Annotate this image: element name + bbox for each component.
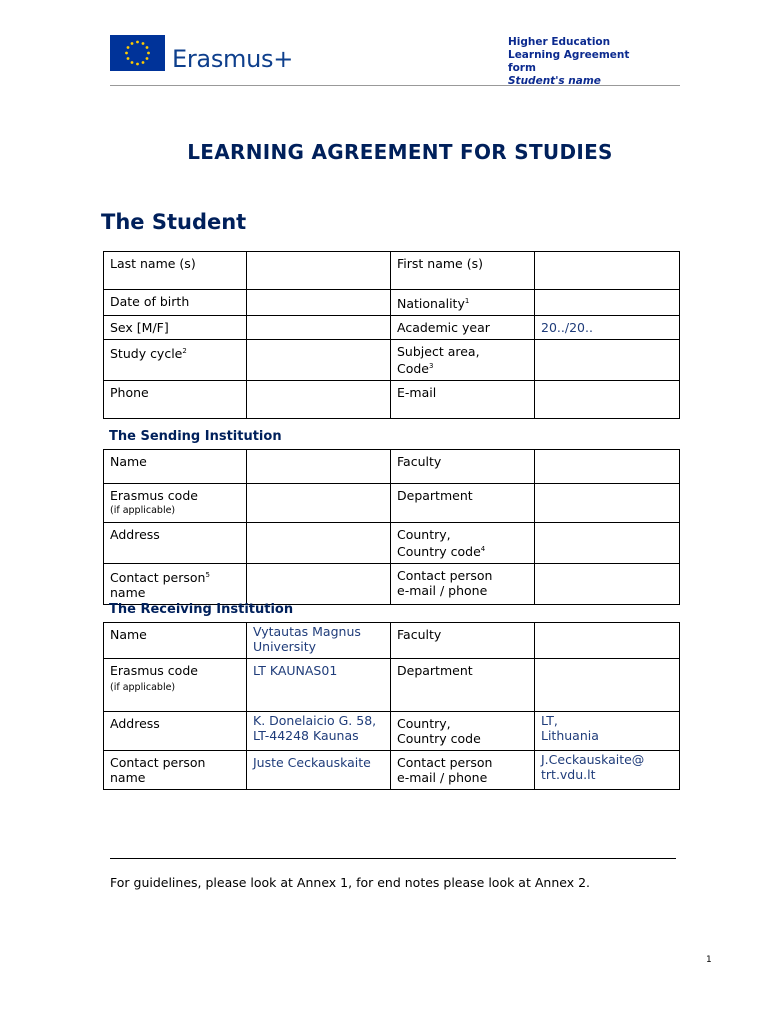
field-first-name[interactable] <box>535 252 680 290</box>
label-nationality <box>391 290 535 316</box>
field-department[interactable] <box>535 484 680 523</box>
table-row <box>104 623 680 659</box>
table-row <box>104 659 680 712</box>
table-row <box>104 712 680 751</box>
label-department: Department <box>391 659 535 712</box>
label-address: Address <box>104 712 247 751</box>
label-contact-email-phone <box>391 751 535 790</box>
value-text: trt.vdu.lt <box>541 767 596 782</box>
field-contact-email-phone[interactable] <box>535 751 680 790</box>
sending-institution-table <box>103 449 680 605</box>
field-nationality[interactable] <box>535 290 680 316</box>
label-date-of-birth: Date of birth <box>104 290 247 316</box>
receiving-institution-heading: The Receiving Institution <box>109 602 294 617</box>
label-text: Contact person <box>110 755 206 770</box>
footnote-mark: 2 <box>182 347 187 356</box>
table-row <box>104 450 680 484</box>
table-row <box>104 523 680 564</box>
field-name[interactable] <box>247 450 391 484</box>
table-row <box>104 564 680 605</box>
footnote-divider <box>110 858 676 859</box>
field-sex[interactable] <box>247 316 391 340</box>
label-contact-person-name <box>104 751 247 790</box>
label-text: name <box>110 585 146 601</box>
label-text: e-mail / phone <box>397 770 488 785</box>
label-name: Name <box>104 623 247 659</box>
label-email: E-mail <box>391 381 535 419</box>
field-contact-person-name[interactable]: Juste Ceckauskaite <box>247 751 391 790</box>
table-row <box>104 340 680 381</box>
label-text: Study cycle <box>110 346 183 362</box>
footnote-mark: 5 <box>205 571 210 580</box>
eu-stars-icon <box>110 35 165 71</box>
label-text: Nationality <box>397 296 465 312</box>
label-text: Erasmus code <box>110 488 198 503</box>
label-last-name: Last name (s) <box>104 252 247 290</box>
table-row <box>104 484 680 523</box>
label-name: Name <box>104 450 247 484</box>
field-department[interactable] <box>535 659 680 712</box>
label-text: Country code <box>397 731 481 746</box>
header-divider <box>110 85 680 86</box>
label-text: Erasmus code <box>110 663 198 678</box>
label-text: Subject area, <box>397 344 480 360</box>
field-faculty[interactable] <box>535 450 680 484</box>
label-contact-email-phone <box>391 564 535 605</box>
label-text: Code <box>397 361 430 377</box>
field-erasmus-code[interactable]: LT KAUNAS01 <box>247 659 391 712</box>
document-title: LEARNING AGREEMENT FOR STUDIES <box>187 140 613 164</box>
label-department: Department <box>391 484 535 523</box>
label-sex: Sex [M/F] <box>104 316 247 340</box>
field-name[interactable] <box>247 623 391 659</box>
label-text: Country code <box>397 544 481 560</box>
field-last-name[interactable] <box>247 252 391 290</box>
field-address[interactable] <box>247 523 391 564</box>
document-header <box>508 36 658 88</box>
label-address: Address <box>104 523 247 564</box>
label-text: Contact person <box>110 570 206 586</box>
eu-flag-logo <box>110 35 165 71</box>
field-date-of-birth[interactable] <box>247 290 391 316</box>
footnote-text: For guidelines, please look at Annex 1, for end notes please look at Annex 2. <box>110 875 591 890</box>
label-study-cycle <box>104 340 247 381</box>
label-country <box>391 712 535 751</box>
table-row <box>104 751 680 790</box>
label-text: Contact person <box>397 568 493 584</box>
label-text: name <box>110 770 146 785</box>
field-contact-person-name[interactable] <box>247 564 391 605</box>
value-text: LT-44248 Kaunas <box>253 728 359 743</box>
label-note: (if applicable) <box>110 682 176 693</box>
student-heading: The Student <box>101 210 247 234</box>
field-subject-area[interactable] <box>535 340 680 381</box>
label-text: Country, <box>397 527 451 542</box>
field-phone[interactable] <box>247 381 391 419</box>
label-subject-area <box>391 340 535 381</box>
value-text: LT, <box>541 713 558 728</box>
footnote-mark: 3 <box>429 362 434 371</box>
field-faculty[interactable] <box>535 623 680 659</box>
label-note: (if applicable) <box>110 505 176 516</box>
sending-institution-heading: The Sending Institution <box>109 429 282 444</box>
label-academic-year: Academic year <box>391 316 535 340</box>
field-country[interactable] <box>535 523 680 564</box>
label-contact-person-name <box>104 564 247 605</box>
table-row <box>104 381 680 419</box>
field-contact-email-phone[interactable] <box>535 564 680 605</box>
field-address[interactable] <box>247 712 391 751</box>
value-text: K. Donelaicio G. 58, <box>253 713 377 728</box>
field-erasmus-code[interactable] <box>247 484 391 523</box>
field-email[interactable] <box>535 381 680 419</box>
label-phone: Phone <box>104 381 247 419</box>
header-line-2: Learning Agreement form <box>508 49 630 74</box>
footnote-mark: 1 <box>464 297 470 305</box>
footnote-mark: 4 <box>480 545 486 553</box>
field-study-cycle[interactable] <box>247 340 391 381</box>
page-number: 1 <box>706 955 712 965</box>
label-erasmus-code <box>104 484 247 523</box>
field-academic-year[interactable]: 20../20.. <box>535 316 680 340</box>
label-text: e-mail / phone <box>397 583 488 599</box>
label-first-name: First name (s) <box>391 252 535 290</box>
table-row <box>104 252 680 290</box>
student-table <box>103 251 680 419</box>
header-line-3: Student's name <box>508 75 601 87</box>
table-row <box>104 290 680 316</box>
label-faculty: Faculty <box>391 623 535 659</box>
value-text: Lithuania <box>541 728 599 743</box>
value-text: University <box>253 639 317 654</box>
label-text: Country, <box>397 716 451 731</box>
label-faculty: Faculty <box>391 450 535 484</box>
label-country <box>391 523 535 564</box>
receiving-institution-table <box>103 622 680 790</box>
field-country[interactable] <box>535 712 680 751</box>
value-text: J.Ceckauskaite@ <box>541 752 645 767</box>
erasmus-logo-text: Erasmus+ <box>172 45 294 73</box>
table-row <box>104 316 680 340</box>
value-text: Vytautas Magnus <box>253 624 361 639</box>
header-line-1: Higher Education <box>508 36 611 48</box>
label-text: Contact person <box>397 755 493 770</box>
label-erasmus-code <box>104 659 247 712</box>
